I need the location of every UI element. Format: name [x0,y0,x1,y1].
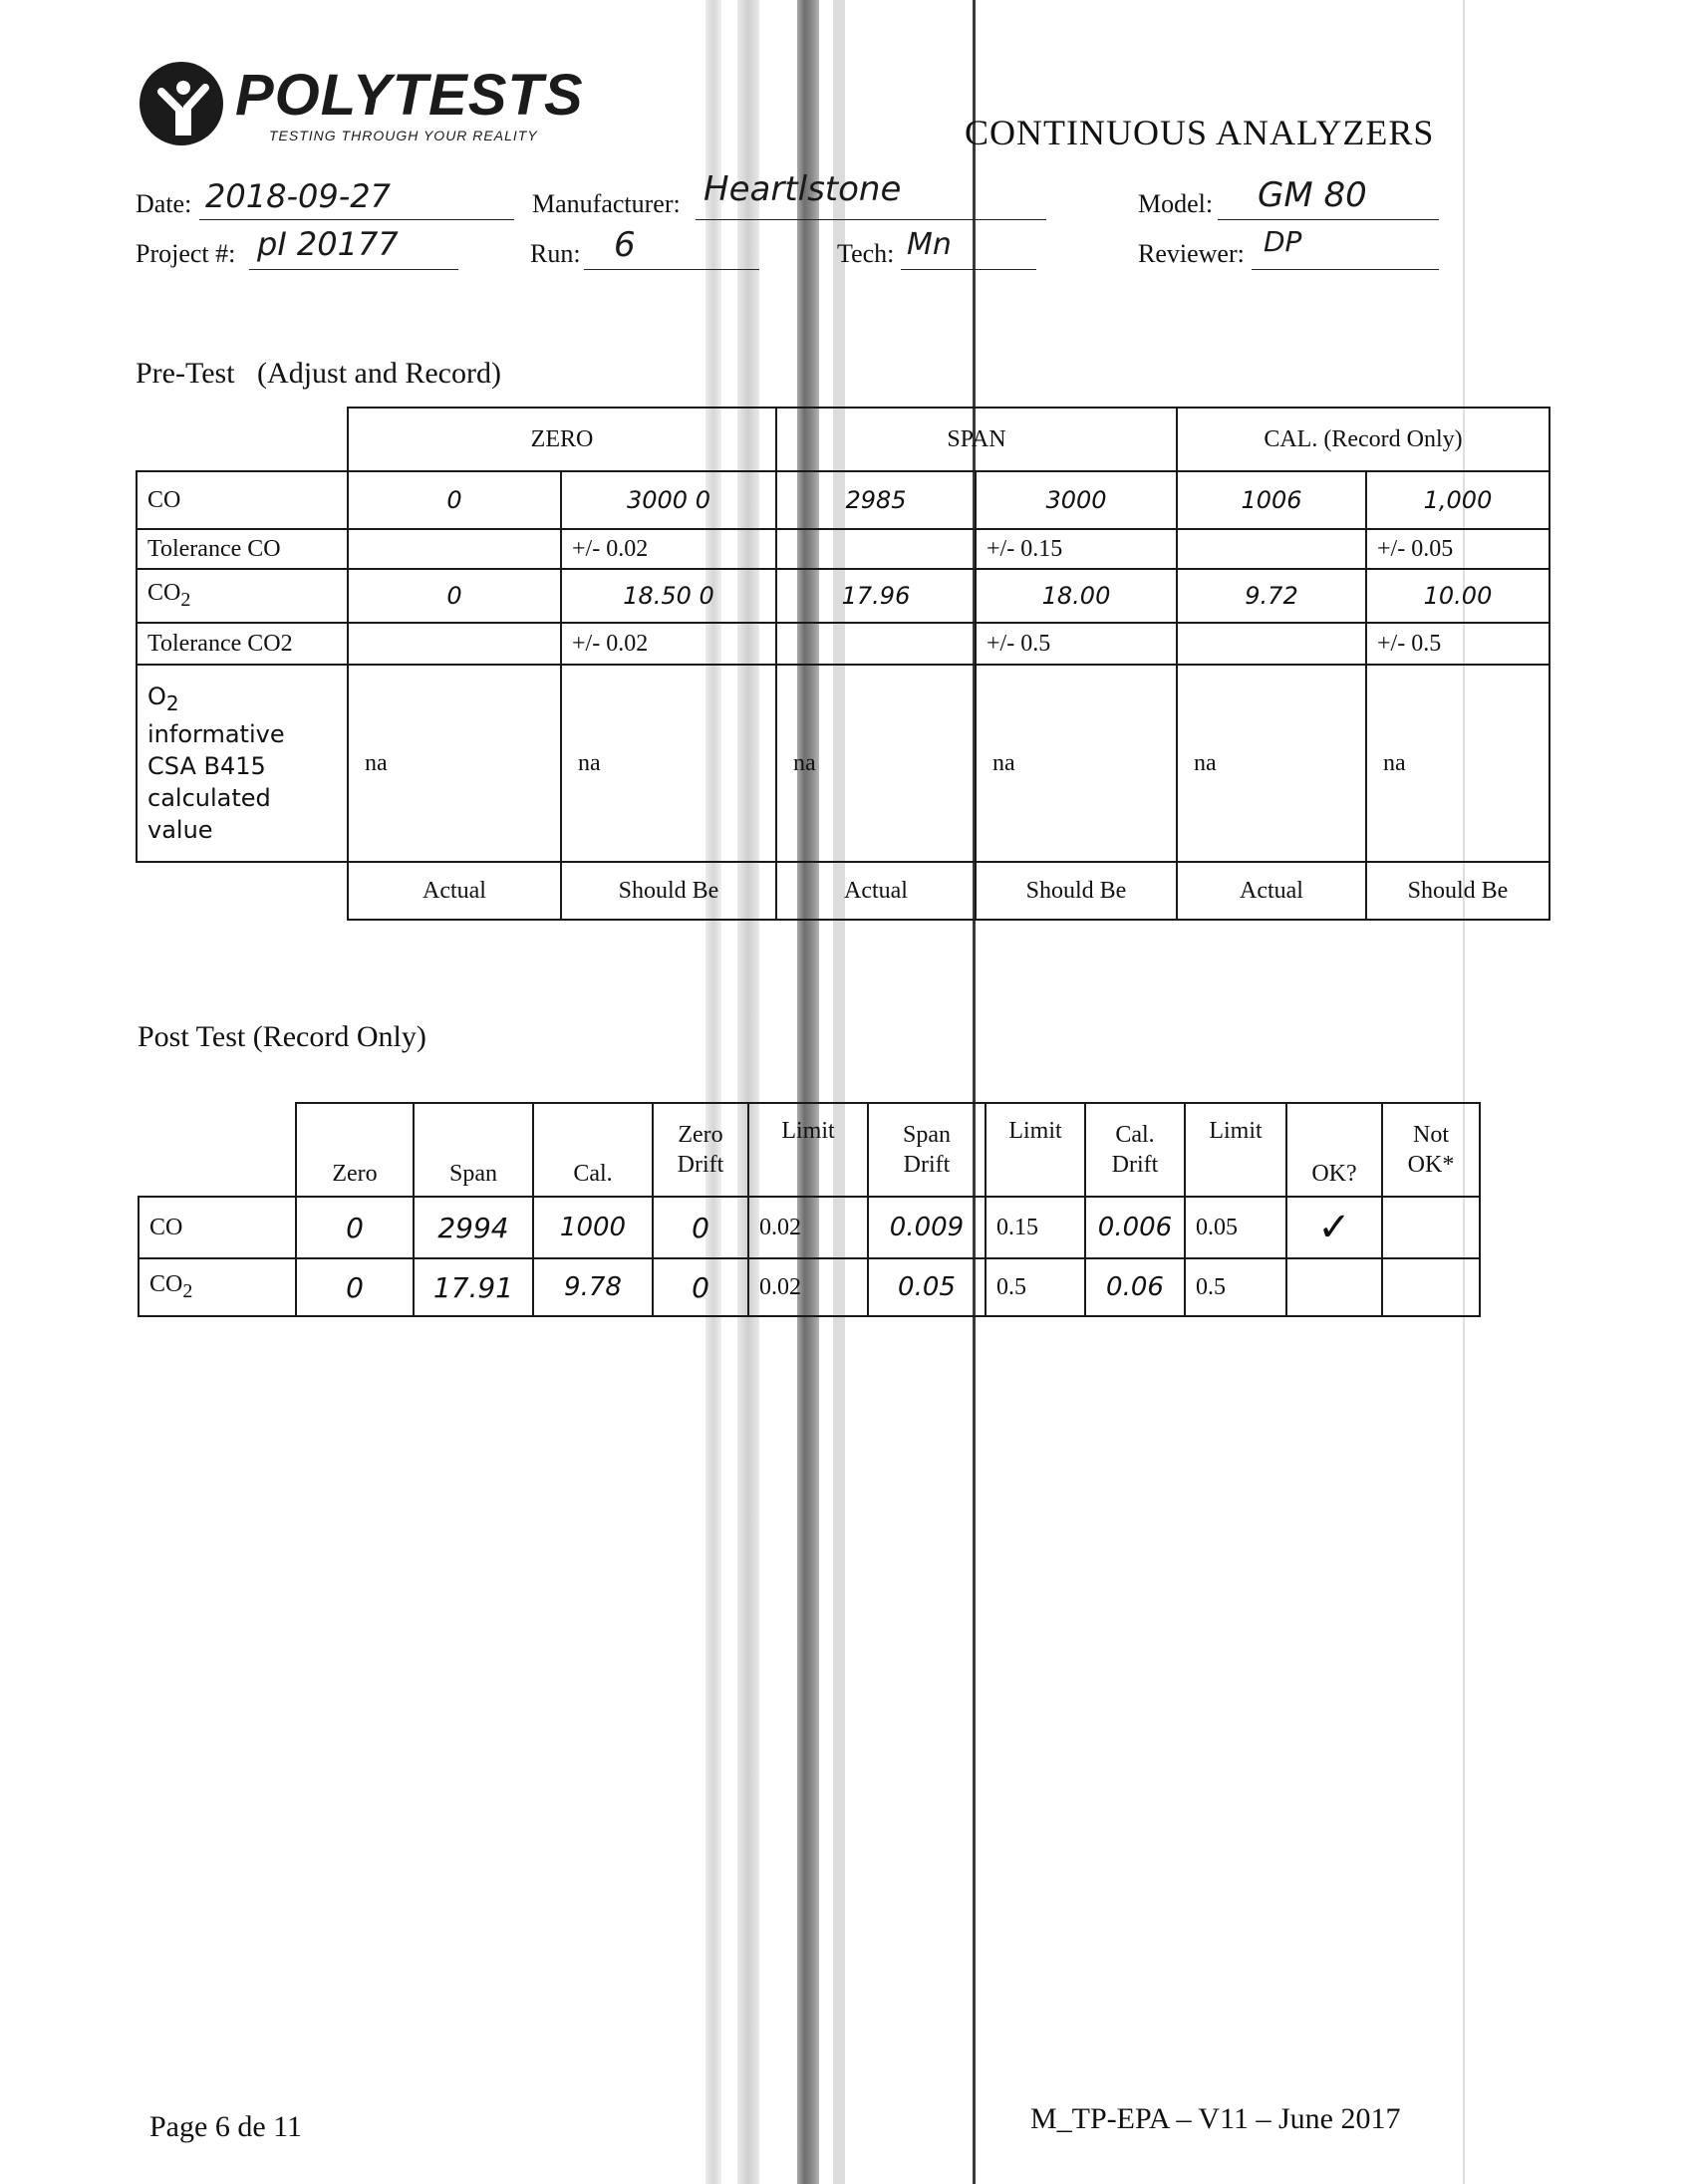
col-should-be: Should Be [976,862,1177,920]
project-value: pI 20177 [257,225,399,263]
scan-artifact-stripe [1463,0,1465,2184]
col-should-be: Should Be [561,862,776,920]
co2-span-should-be: 18.00 [976,569,1177,623]
tolerance-value: +/- 0.05 [1366,529,1549,569]
header-span-drift: Span Drift [868,1103,986,1197]
o2-value: na [561,665,776,862]
post-co-cal: 1000 [533,1197,653,1258]
posttest-table [138,1102,1481,1317]
reviewer-value: DP [1264,225,1302,258]
row-label: Tolerance CO2 [137,623,348,665]
header-limit: Limit [1185,1103,1286,1197]
o2-value: na [1177,665,1366,862]
group-zero: ZERO [348,408,776,471]
tolerance-value: +/- 0.5 [976,623,1177,665]
header-limit: Limit [986,1103,1085,1197]
reviewer-label: Reviewer: [1138,239,1245,268]
tech-label: Tech: [837,239,895,268]
post-co-zero-drift: 0 [653,1197,748,1258]
header-ok: OK? [1286,1103,1382,1197]
post-co2-span: 17.91 [414,1258,533,1316]
date-label: Date: [136,189,192,218]
post-co-span: 2994 [414,1197,533,1258]
scan-artifact-stripe [705,0,721,2184]
row-label: CO [139,1197,296,1258]
header-cal: Cal. [533,1103,653,1197]
pretest-footer-row [137,862,1549,920]
document-title: CONTINUOUS ANALYZERS [965,113,1435,152]
model-value: GM 80 [1258,175,1367,215]
post-co-cal-drift: 0.006 [1085,1197,1185,1258]
scan-artifact-stripe [797,0,819,2184]
row-label: Tolerance CO [137,529,348,569]
pretest-heading: Pre-Test (Adjust and Record) [136,357,501,390]
scan-artifact-stripe [737,0,759,2184]
post-co-limit: 0.05 [1185,1197,1286,1258]
pretest-row-co [137,471,1549,529]
row-label: $O_2$ informative CSA B415 calculated value [137,665,348,862]
o2-value: na [348,665,561,862]
post-co-span-drift: 0.009 [868,1197,986,1258]
post-co2-limit: 0.02 [748,1258,868,1316]
post-co-not-ok [1382,1197,1480,1258]
post-co2-cal-drift: 0.06 [1085,1258,1185,1316]
header-span: Span [414,1103,533,1197]
post-co2-cal: 9.78 [533,1258,653,1316]
logo-tagline: TESTING THROUGH YOUR REALITY [269,128,538,143]
scan-artifact-stripe [833,0,845,2184]
post-co2-span-drift: 0.05 [868,1258,986,1316]
co-cal-actual: 1006 [1177,471,1366,529]
co2-zero-actual: 0 [348,569,561,623]
post-co2-not-ok [1382,1258,1480,1316]
post-co2-limit: 0.5 [1185,1258,1286,1316]
date-value: 2018-09-27 [205,177,391,215]
pretest-group-header-row [137,408,1549,471]
tolerance-value: +/- 0.15 [976,529,1177,569]
posttest-heading: Post Test (Record Only) [138,1020,426,1053]
scan-artifact-stripe [973,0,976,2184]
co-zero-should-be: 3000 0 [561,471,776,529]
col-actual: Actual [776,862,976,920]
polytests-logo-icon [140,62,223,145]
co2-span-actual: 17.96 [776,569,976,623]
document-id: M_TP-EPA – V11 – June 2017 [1030,2102,1401,2135]
row-label: $CO_2$ [137,569,348,623]
co2-cal-actual: 9.72 [1177,569,1366,623]
pretest-row-tolerance-co2 [137,623,1549,665]
co-zero-actual: 0 [348,471,561,529]
tech-value: Mn [907,227,952,262]
header-not-ok: Not OK* [1382,1103,1480,1197]
group-span: SPAN [776,408,1177,471]
post-co2-limit: 0.5 [986,1258,1085,1316]
col-actual: Actual [1177,862,1366,920]
pretest-row-co2 [137,569,1549,623]
co-cal-should-be: 1,000 [1366,471,1549,529]
manufacturer-label: Manufacturer: [532,189,681,218]
co2-cal-should-be: 10.00 [1366,569,1549,623]
header-cal-drift: Cal. Drift [1085,1103,1185,1197]
pretest-row-o2 [137,665,1549,862]
post-co-zero: 0 [296,1197,414,1258]
row-label: $CO_2$ [139,1258,296,1316]
tolerance-value: +/- 0.02 [561,623,776,665]
post-co2-zero-drift: 0 [653,1258,748,1316]
header-zero: Zero [296,1103,414,1197]
o2-value: na [1366,665,1549,862]
co-span-actual: 2985 [776,471,976,529]
group-cal: CAL. (Record Only) [1177,408,1549,471]
project-label: Project #: [136,239,236,268]
tolerance-value: +/- 0.5 [1366,623,1549,665]
posttest-row-co [139,1197,1480,1258]
manufacturer-value: Heartlstone [704,169,902,209]
post-co2-ok [1286,1258,1382,1316]
post-co2-zero: 0 [296,1258,414,1316]
checkmark-icon: ✓ [1286,1197,1382,1258]
co2-zero-should-be: 18.50 0 [561,569,776,623]
co-span-should-be: 3000 [976,471,1177,529]
pretest-row-tolerance-co [137,529,1549,569]
tolerance-value: +/- 0.02 [561,529,776,569]
row-label: CO [137,471,348,529]
logo-wordmark: POLYTESTS [235,63,584,128]
pretest-table [136,407,1550,921]
post-co-limit: 0.15 [986,1197,1085,1258]
posttest-header-row [139,1103,1480,1197]
header-zero-drift: Zero Drift [653,1103,748,1197]
col-should-be: Should Be [1366,862,1549,920]
header-limit: Limit [748,1103,868,1197]
run-value: 6 [614,225,636,265]
o2-value: na [776,665,976,862]
o2-value: na [976,665,1177,862]
col-actual: Actual [348,862,561,920]
page-number: Page 6 de 11 [149,2110,303,2143]
posttest-row-co2 [139,1258,1480,1316]
run-label: Run: [530,239,581,268]
model-label: Model: [1138,189,1214,218]
post-co-limit: 0.02 [748,1197,868,1258]
